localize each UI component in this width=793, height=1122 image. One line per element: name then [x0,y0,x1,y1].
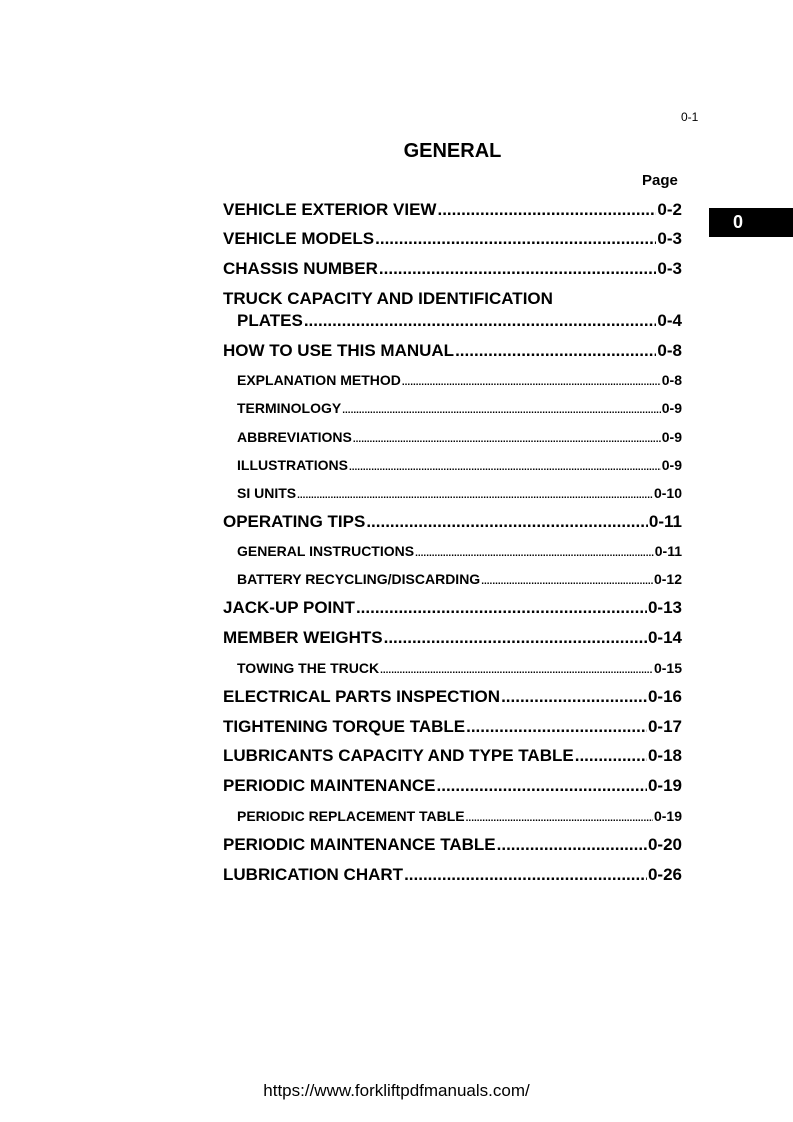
toc-leader-dots [356,598,647,618]
toc-entry-page: 0-13 [647,598,682,617]
page-number: 0-1 [681,110,699,124]
toc-entry[interactable] [237,429,682,445]
toc-entry[interactable] [223,835,682,855]
page-title: GENERAL [403,140,502,162]
toc-entry-page: 0-2 [657,200,682,219]
toc-leader-dots [384,628,647,648]
toc-entry-page: 0-12 [653,571,682,587]
toc-entry[interactable] [223,865,682,885]
page-column-header: Page [642,172,678,189]
toc-entry-label-line1[interactable]: TRUCK CAPACITY AND IDENTIFICATION [223,289,553,308]
toc-entry-page: 0-20 [647,835,682,854]
toc-leader-dots [375,229,656,249]
toc-leader-dots [437,200,656,220]
toc-leader-dots [304,311,657,331]
footer-url[interactable]: https://www.forkliftpdfmanuals.com/ [263,1081,530,1100]
toc-entry[interactable] [223,229,682,249]
toc-leader-dots [497,835,647,855]
toc-entry-label: LUBRICANTS CAPACITY AND TYPE TABLE [223,746,574,765]
toc-leader-dots [466,717,647,737]
toc-entry[interactable] [223,687,682,707]
toc-entry[interactable] [237,485,682,501]
toc-entry[interactable] [237,571,682,587]
toc-entry-label: VEHICLE MODELS [223,229,375,248]
toc-leader-dots [575,746,647,766]
toc-entry[interactable] [223,776,682,796]
toc-entry-page: 0-3 [657,229,682,248]
toc-entry[interactable] [223,200,682,220]
toc-entry-page: 0-8 [657,341,682,360]
toc-entry-page: 0-15 [653,660,682,676]
toc-entry[interactable] [223,717,682,737]
toc-entry-label: JACK-UP POINT [223,598,355,617]
toc-leader-dots [349,462,661,473]
toc-entry-page: 0-11 [648,512,682,531]
toc-leader-dots [353,434,661,445]
toc-leader-dots [366,512,648,532]
toc-leader-dots [379,259,657,279]
toc-entry-label: GENERAL INSTRUCTIONS [237,543,415,559]
toc-entry[interactable] [223,746,682,766]
toc-entry[interactable] [223,512,682,532]
toc-leader-dots [481,576,653,587]
toc-entry-label: VEHICLE EXTERIOR VIEW [223,200,437,219]
toc-entry-page: 0-3 [657,259,682,278]
toc-leader-dots [437,776,647,796]
toc-entry-label: ELECTRICAL PARTS INSPECTION [223,687,501,706]
toc-entry-label: TERMINOLOGY [237,400,342,416]
toc-entry-page: 0-14 [647,628,682,647]
toc-leader-dots [404,865,647,885]
toc-entry[interactable] [237,660,682,676]
toc-entry-page: 0-26 [647,865,682,884]
toc-entry-label: OPERATING TIPS [223,512,366,531]
toc-entry-page: 0-10 [653,485,682,501]
toc-leader-dots [466,813,653,824]
toc-entry[interactable] [223,259,682,279]
toc-entry-label: TOWING THE TRUCK [237,660,380,676]
toc-entry-page: 0-8 [661,372,682,388]
toc-entry-label: ILLUSTRATIONS [237,457,348,473]
toc-leader-dots [455,341,656,361]
toc-entry-page: 0-9 [661,429,682,445]
toc-entry-page: 0-9 [661,457,682,473]
toc-entry-label: PERIODIC MAINTENANCE [223,776,436,795]
toc-entry-page: 0-9 [661,400,682,416]
toc-entry-label: SI UNITS [237,485,297,501]
toc-entry-label: HOW TO USE THIS MANUAL [223,341,455,360]
toc-entry-page: 0-18 [647,746,682,765]
toc-entry-label: CHASSIS NUMBER [223,259,378,278]
toc-entry[interactable] [237,372,682,388]
toc-entry[interactable] [237,543,682,559]
toc-entry[interactable] [223,598,682,618]
toc-entry-page: 0-16 [647,687,682,706]
toc-leader-dots [380,665,653,676]
toc-entry[interactable] [237,457,682,473]
toc-leader-dots [342,405,661,416]
toc-entry[interactable] [237,311,682,331]
toc-entry-page: 0-11 [654,543,682,559]
toc-leader-dots [297,490,653,501]
toc-entry-label: EXPLANATION METHOD [237,372,401,388]
toc-entry[interactable] [223,341,682,361]
toc-entry-label: MEMBER WEIGHTS [223,628,383,647]
toc-entry-page: 0-17 [647,717,682,736]
toc-leader-dots [415,548,654,559]
toc-entry-page: 0-19 [647,776,682,795]
toc-leader-dots [402,377,661,388]
toc-entry-label: PERIODIC REPLACEMENT TABLE [237,808,465,824]
toc-entry-label: PERIODIC MAINTENANCE TABLE [223,835,496,854]
section-tab: 0 [709,208,793,237]
toc-entry-label: TIGHTENING TORQUE TABLE [223,717,466,736]
toc-entry[interactable] [237,808,682,824]
toc-entry-label: LUBRICATION CHART [223,865,404,884]
toc-leader-dots [501,687,647,707]
toc-entry-label: PLATES [237,311,303,330]
toc-entry-page: 0-19 [653,808,682,824]
toc-entry[interactable] [237,400,682,416]
toc-entry-page: 0-4 [657,311,682,330]
toc-entry-label: ABBREVIATIONS [237,429,352,445]
toc-entry[interactable] [223,628,682,648]
toc-entry-label: BATTERY RECYCLING/DISCARDING [237,571,481,587]
